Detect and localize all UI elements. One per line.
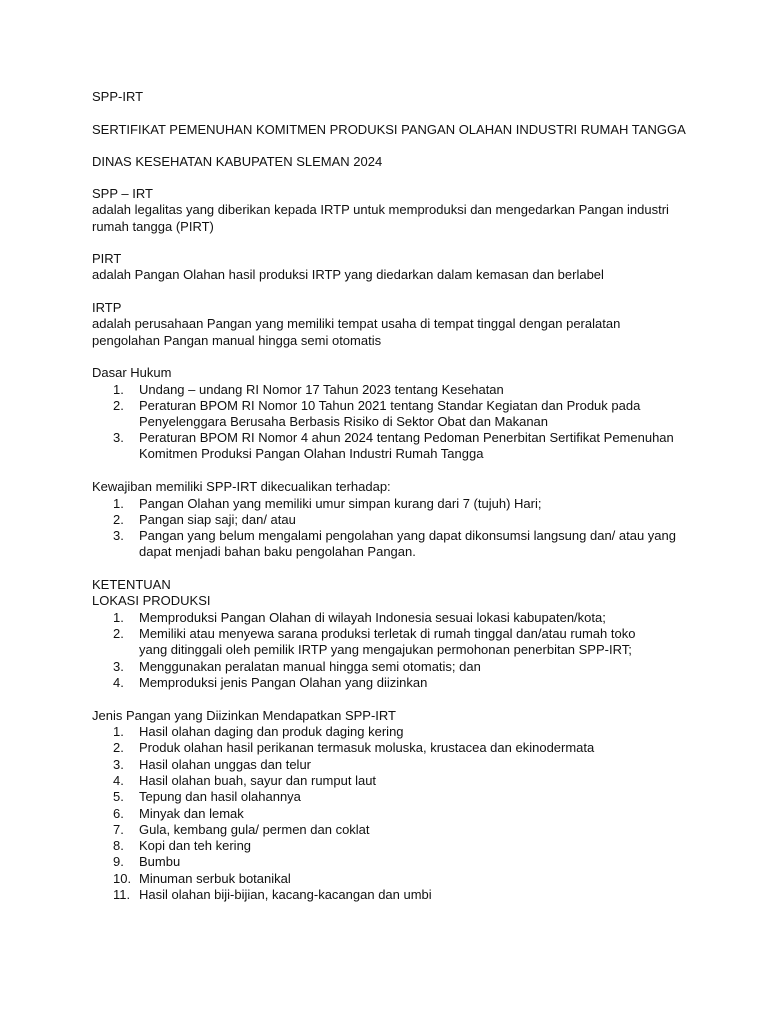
list-item: Minyak dan lemak bbox=[139, 806, 244, 821]
list-number: 10. bbox=[113, 871, 132, 886]
list-item: Undang – undang RI Nomor 17 Tahun 2023 tentang Kesehatan bbox=[139, 382, 504, 397]
list-item: Memproduksi jenis Pangan Olahan yang diizinkan bbox=[139, 675, 428, 690]
list-item: Pangan siap saji; dan/ atau bbox=[139, 512, 296, 527]
list-item-continuation: yang ditinggali oleh pemilik IRTP yang mengajukan permohonan penerbitan SPP-IRT; bbox=[139, 642, 632, 657]
list-number: 3. bbox=[113, 430, 124, 445]
list-item: Hasil olahan biji-bijian, kacang-kacangan dan umbi bbox=[139, 887, 432, 902]
list-number: 2. bbox=[113, 512, 124, 527]
list-item: Minuman serbuk botanikal bbox=[139, 871, 291, 886]
list-item: Gula, kembang gula/ permen dan coklat bbox=[139, 822, 370, 837]
list-item-continuation: Komitmen Produksi Pangan Olahan Industri Rumah Tangga bbox=[139, 446, 484, 461]
section-subheading: LOKASI PRODUKSI bbox=[92, 593, 211, 608]
list-number: 11. bbox=[113, 887, 131, 902]
def-desc: adalah Pangan Olahan hasil produksi IRTP yang diedarkan dalam kemasan dan berlabel bbox=[92, 267, 604, 282]
list-number: 3. bbox=[113, 528, 124, 543]
def-desc: rumah tangga (PIRT) bbox=[92, 219, 214, 234]
list-number: 9. bbox=[113, 854, 124, 869]
list-item: Pangan Olahan yang memiliki umur simpan kurang dari 7 (tujuh) Hari; bbox=[139, 496, 542, 511]
def-desc: adalah perusahaan Pangan yang memiliki tempat usaha di tempat tinggal dengan peralatan bbox=[92, 316, 621, 331]
list-item: Hasil olahan buah, sayur dan rumput laut bbox=[139, 773, 377, 788]
doc-title: SPP-IRT bbox=[92, 89, 144, 104]
list-number: 7. bbox=[113, 822, 124, 837]
list-number: 1. bbox=[113, 382, 124, 397]
list-number: 3. bbox=[113, 757, 124, 772]
list-number: 1. bbox=[113, 724, 124, 739]
list-number: 1. bbox=[113, 496, 124, 511]
list-item: Produk olahan hasil perikanan termasuk moluska, krustacea dan ekinodermata bbox=[139, 740, 595, 755]
list-number: 2. bbox=[113, 398, 124, 413]
list-number: 2. bbox=[113, 740, 124, 755]
def-term: IRTP bbox=[92, 300, 122, 315]
def-term: PIRT bbox=[92, 251, 122, 266]
section-heading: Kewajiban memiliki SPP-IRT dikecualikan terhadap: bbox=[92, 479, 391, 494]
list-item: Memproduksi Pangan Olahan di wilayah Indonesia sesuai lokasi kabupaten/kota; bbox=[139, 610, 606, 625]
list-number: 1. bbox=[113, 610, 124, 625]
list-item: Menggunakan peralatan manual hingga semi otomatis; dan bbox=[139, 659, 481, 674]
list-item: Kopi dan teh kering bbox=[139, 838, 252, 853]
list-number: 4. bbox=[113, 675, 124, 690]
list-item: Bumbu bbox=[139, 854, 181, 869]
list-item: Tepung dan hasil olahannya bbox=[139, 789, 301, 804]
section-heading: Jenis Pangan yang Diizinkan Mendapatkan SPP-IRT bbox=[92, 708, 396, 723]
list-item: Peraturan BPOM RI Nomor 10 Tahun 2021 tentang Standar Kegiatan dan Produk pada bbox=[139, 398, 641, 413]
list-item-continuation: dapat menjadi bahan baku pengolahan Pangan. bbox=[139, 544, 416, 559]
list-number: 2. bbox=[113, 626, 124, 641]
def-term: SPP – IRT bbox=[92, 186, 153, 201]
def-desc: adalah legalitas yang diberikan kepada IRTP untuk memproduksi dan mengedarkan Pangan industri bbox=[92, 202, 669, 217]
list-item: Hasil olahan daging dan produk daging kering bbox=[139, 724, 404, 739]
list-number: 3. bbox=[113, 659, 124, 674]
doc-subtitle: SERTIFIKAT PEMENUHAN KOMITMEN PRODUKSI PANGAN OLAHAN INDUSTRI RUMAH TANGGA bbox=[92, 122, 686, 137]
def-desc: pengolahan Pangan manual hingga semi otomatis bbox=[92, 333, 382, 348]
list-number: 6. bbox=[113, 806, 124, 821]
list-number: 4. bbox=[113, 773, 124, 788]
list-number: 8. bbox=[113, 838, 124, 853]
section-heading: Dasar Hukum bbox=[92, 365, 172, 380]
list-item: Pangan yang belum mengalami pengolahan yang dapat dikonsumsi langsung dan/ atau yang bbox=[139, 528, 676, 543]
doc-agency: DINAS KESEHATAN KABUPATEN SLEMAN 2024 bbox=[92, 154, 383, 169]
list-item: Memiliki atau menyewa sarana produksi terletak di rumah tinggal dan/atau rumah toko bbox=[139, 626, 636, 641]
list-item: Peraturan BPOM RI Nomor 4 ahun 2024 tentang Pedoman Penerbitan Sertifikat Pemenuhan bbox=[139, 430, 674, 445]
list-item: Hasil olahan unggas dan telur bbox=[139, 757, 312, 772]
list-item-continuation: Penyelenggara Berusaha Berbasis Risiko di Sektor Obat dan Makanan bbox=[139, 414, 549, 429]
section-heading: KETENTUAN bbox=[92, 577, 171, 592]
list-number: 5. bbox=[113, 789, 124, 804]
